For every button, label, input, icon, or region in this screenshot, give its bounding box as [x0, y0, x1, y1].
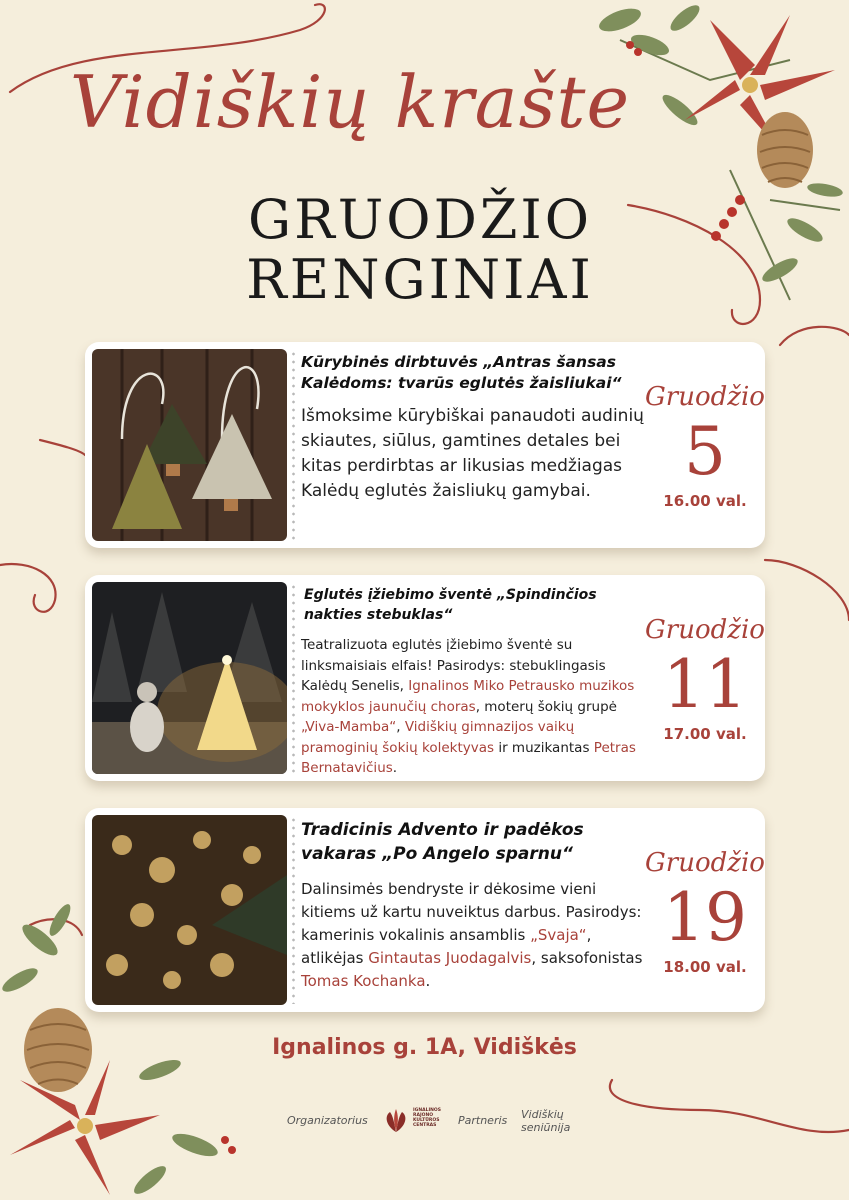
event-date: [645, 615, 765, 743]
title-line-1: GRUODŽIO: [248, 188, 592, 251]
partner-label: Partneris: [458, 1114, 508, 1127]
event-photo-lit-tree: [92, 582, 287, 774]
highlight-performer: Petras Bernatavičius: [301, 739, 636, 776]
perforation-divider: [292, 816, 295, 1004]
event-card-3: [85, 808, 765, 1012]
venue-address: Ignalinos g. 1A, Vidiškės: [272, 1035, 577, 1060]
organizer-label: Organizatorius: [287, 1114, 368, 1127]
partner-name: Vidiškių seniūnija: [521, 1108, 571, 1134]
event-date: [645, 382, 765, 510]
perforation-divider: [292, 350, 295, 540]
event-card-1: [85, 342, 765, 548]
event-card-2: [85, 575, 765, 781]
highlight-performer: „Viva-Mamba“: [301, 719, 397, 735]
event-title: Eglutės įžiebimo šventė „Spindinčios nakties stebuklas“: [304, 587, 597, 623]
culture-center-logo-icon: [382, 1108, 410, 1134]
event-description: Teatralizuota eglutės įžiebimo šventė su linksmaisiais elfais! Pasirodys: stebuklingasis Kalėdų Senelis, Ignalinos Miko Petrausko muzikos mokyklos jaunučių choras, moterų šokių grupė „Viva-Mamba“, Vidiškių gimnazijos vaikų pramoginių šokių kolektyvas ir muzikantas Petras Bernatavičius.: [301, 637, 636, 776]
event-day: 5: [684, 413, 726, 490]
event-month: Gruodžio: [645, 615, 765, 645]
event-month: Gruodžio: [645, 382, 765, 412]
highlight-performer: Vidiškių gimnazijos vaikų pramoginių šokių kolektyvas: [301, 719, 575, 756]
event-title: Kūrybinės dirbtuvės „Antras šansas Kalėdoms: tvarūs eglutės žaisliukai“: [301, 353, 622, 392]
page-title: [180, 190, 660, 310]
event-month: Gruodžio: [645, 848, 765, 878]
event-photo-bokeh-lights: [92, 815, 287, 1005]
organizer-logo-text: IGNALINOS RAJONO KULTŪROS CENTRAS: [413, 1108, 441, 1128]
script-title: Vidiškių krašte: [69, 60, 631, 144]
event-photo-ornaments: [92, 349, 287, 541]
perforation-divider: [292, 583, 295, 773]
highlight-performer: Tomas Kochanka: [301, 972, 426, 990]
event-day: 11: [663, 646, 747, 723]
title-line-2: RENGINIAI: [246, 248, 594, 311]
event-day: 19: [663, 879, 747, 956]
event-title: Tradicinis Advento ir padėkos vakaras „Po Angelo sparnu“: [301, 820, 584, 864]
highlight-performer: „Svaja“: [530, 926, 587, 944]
highlight-performer: Gintautas Juodagalvis: [368, 949, 532, 967]
event-description: Išmoksime kūrybiškai panaudoti audinių skiautes, siūlus, gamtines detales bei kitas perdirbtas ar likusias medžiagas Kalėdų eglutės žaisliukų gamybai.: [301, 406, 644, 501]
footer: [285, 1108, 585, 1140]
highlight-performer: Ignalinos Miko Petrausko muzikos mokyklos jaunučių choras: [301, 678, 635, 715]
event-time: 17.00 val.: [663, 725, 747, 743]
event-time: 18.00 val.: [663, 958, 747, 976]
event-description: Dalinsimės bendryste ir dėkosime vieni kitiems už kartu nuveiktus darbus. Pasirodys: kamerinis vokalinis ansamblis „Svaja“, atlikėjas Gintautas Juodagalvis, saksofonistas Tomas Kochanka.: [301, 880, 643, 990]
event-date: [645, 848, 765, 976]
event-time: 16.00 val.: [663, 492, 747, 510]
